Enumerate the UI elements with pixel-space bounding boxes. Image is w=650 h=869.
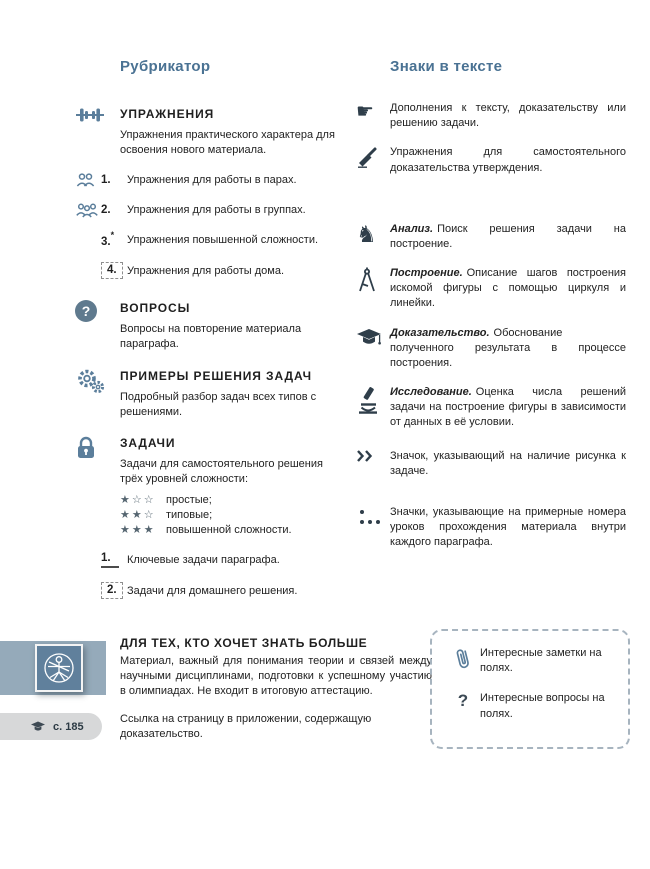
people-group-icon bbox=[75, 202, 101, 218]
compass-icon bbox=[356, 266, 390, 312]
item-text: Упражнения для работы в парах. bbox=[127, 174, 297, 187]
sign-text: Упражнения для самостоятельного доказательства утверждения. bbox=[390, 146, 626, 174]
graduation-cap-icon bbox=[356, 326, 390, 372]
item-text: Задачи для домашнего решения. bbox=[127, 584, 298, 597]
list-item bbox=[75, 202, 347, 218]
dashed-number-box: 2. bbox=[101, 582, 123, 599]
margin-questions-row bbox=[446, 691, 618, 721]
page-ref-label: с. 185 bbox=[53, 720, 84, 733]
questions-description: Вопросы на повторение материала параграфа. bbox=[120, 323, 302, 351]
margin-notes-box bbox=[430, 629, 630, 749]
item-text: Упражнения повышенной сложности. bbox=[127, 234, 319, 247]
list-item bbox=[75, 172, 347, 188]
sign-term: Анализ. bbox=[390, 222, 434, 235]
rubricator-title: Рубрикатор bbox=[120, 58, 211, 75]
home-tasks-row bbox=[75, 582, 347, 599]
item-text: Упражнения для работы дома. bbox=[127, 264, 285, 277]
sign-item bbox=[356, 145, 626, 175]
margin-notes-row bbox=[446, 646, 618, 676]
sign-text: Значок, указывающий на наличие рисунка к задаче. bbox=[390, 449, 626, 477]
signs-title: Знаки в тексте bbox=[390, 58, 503, 75]
list-item bbox=[75, 232, 347, 248]
asterisk-mark: * bbox=[110, 230, 115, 241]
sign-item bbox=[356, 222, 626, 252]
sign-text: Значки, указывающие на примерные номера уроков прохождения материала внутри каждого параграфа. bbox=[390, 505, 626, 549]
dots-icon bbox=[356, 505, 390, 551]
questions-heading: ВОПРОСЫ bbox=[120, 301, 191, 316]
sign-text: Оценка числа решений задачи на построение фигуры в зависимости от данных в её условии. bbox=[390, 386, 626, 429]
dashed-number-box: 4. bbox=[101, 262, 123, 279]
signs-column bbox=[356, 58, 626, 564]
page-ref-badge bbox=[0, 713, 102, 740]
item-number bbox=[101, 552, 127, 568]
section-examples bbox=[75, 367, 347, 420]
item-number bbox=[101, 582, 127, 599]
sign-term: Исследование. bbox=[390, 386, 472, 399]
pen-nib-icon bbox=[356, 145, 390, 175]
sign-term: Доказательство. bbox=[390, 326, 490, 339]
item-text: Ключевые задачи параграфа. bbox=[127, 554, 280, 567]
vitruvian-man-icon bbox=[35, 644, 83, 692]
sign-item bbox=[356, 505, 626, 551]
exercises-description: Упражнения практического характера для освоения нового материала. bbox=[120, 129, 335, 157]
chess-knight-icon: ♞ bbox=[356, 220, 377, 247]
section-exercises bbox=[75, 105, 347, 158]
page-ref-text: Ссылка на страницу в приложении, содержащую доказательство. bbox=[120, 713, 372, 741]
double-chevron-icon bbox=[356, 449, 390, 479]
difficulty-level: ★★★ повышенной сложности. bbox=[120, 523, 292, 537]
tasks-description: Задачи для самостоятельного решения трёх уровней сложности: bbox=[120, 457, 323, 486]
microscope-icon bbox=[356, 385, 390, 431]
page-ref-cap-icon bbox=[30, 721, 46, 733]
list-item bbox=[75, 262, 347, 279]
sign-text: Обоснование полученного результата в процессе построения. bbox=[390, 326, 626, 369]
item-text: Упражнения для работы в группах. bbox=[127, 204, 306, 217]
people-pair-icon bbox=[75, 172, 101, 188]
examples-description: Подробный разбор задач всех типов с решениями. bbox=[120, 390, 317, 418]
lock-icon bbox=[75, 434, 120, 538]
stars-icon: ★☆☆ bbox=[120, 494, 156, 507]
extra-section-description: Материал, важный для понимания теории и связей между научными дисциплинами, подготовки к успешному участию в олимпиадах. Не входит в итоговую аттестацию. bbox=[120, 655, 432, 698]
difficulty-level: ★☆☆ простые; bbox=[120, 493, 212, 507]
sign-text: Поиск решения задачи на построение. bbox=[390, 222, 626, 250]
stars-icon: ★★☆ bbox=[120, 509, 156, 522]
section-tasks bbox=[75, 434, 347, 538]
rubricator-column bbox=[75, 58, 347, 613]
sign-text: Дополнения к тексту, доказательству или решению задачи. bbox=[390, 102, 626, 130]
item-number: 3.* bbox=[101, 230, 115, 249]
examples-heading: ПРИМЕРЫ РЕШЕНИЯ ЗАДАЧ bbox=[120, 368, 312, 383]
paperclip-icon bbox=[443, 642, 483, 680]
sign-item bbox=[356, 449, 626, 479]
tasks-heading: ЗАДАЧИ bbox=[120, 435, 176, 450]
stars-icon: ★★★ bbox=[120, 524, 156, 537]
margin-questions-text: Интересные вопросы на полях. bbox=[480, 692, 605, 720]
sign-item bbox=[356, 101, 626, 131]
extra-section-title: ДЛЯ ТЕХ, КТО ХОЧЕТ ЗНАТЬ БОЛЬШЕ bbox=[120, 636, 368, 650]
section-questions bbox=[75, 299, 347, 352]
sign-item bbox=[356, 385, 626, 431]
sign-term: Построение. bbox=[390, 267, 463, 280]
exercises-heading: УПРАЖНЕНИЯ bbox=[120, 107, 215, 121]
sign-text: Описание шагов построения искомой фигуры с помощью циркуля и линейки. bbox=[390, 267, 626, 310]
item-number bbox=[101, 262, 127, 279]
item-number: 1. bbox=[101, 174, 111, 187]
pointing-hand-icon: ☛ bbox=[356, 101, 374, 123]
dumbbell-icon bbox=[75, 105, 120, 158]
underlined-number: 1. bbox=[101, 552, 119, 568]
sign-item bbox=[356, 326, 626, 372]
exercises-list bbox=[75, 172, 347, 279]
sign-item bbox=[356, 266, 626, 312]
question-mark-icon: ? bbox=[457, 691, 469, 711]
gears-icon bbox=[75, 367, 120, 420]
question-circle-icon: ? bbox=[75, 299, 120, 352]
margin-notes-text: Интересные заметки на полях. bbox=[480, 647, 602, 675]
key-tasks-row bbox=[75, 552, 347, 568]
difficulty-level: ★★☆ типовые; bbox=[120, 508, 213, 522]
item-number: 2. bbox=[101, 204, 111, 217]
